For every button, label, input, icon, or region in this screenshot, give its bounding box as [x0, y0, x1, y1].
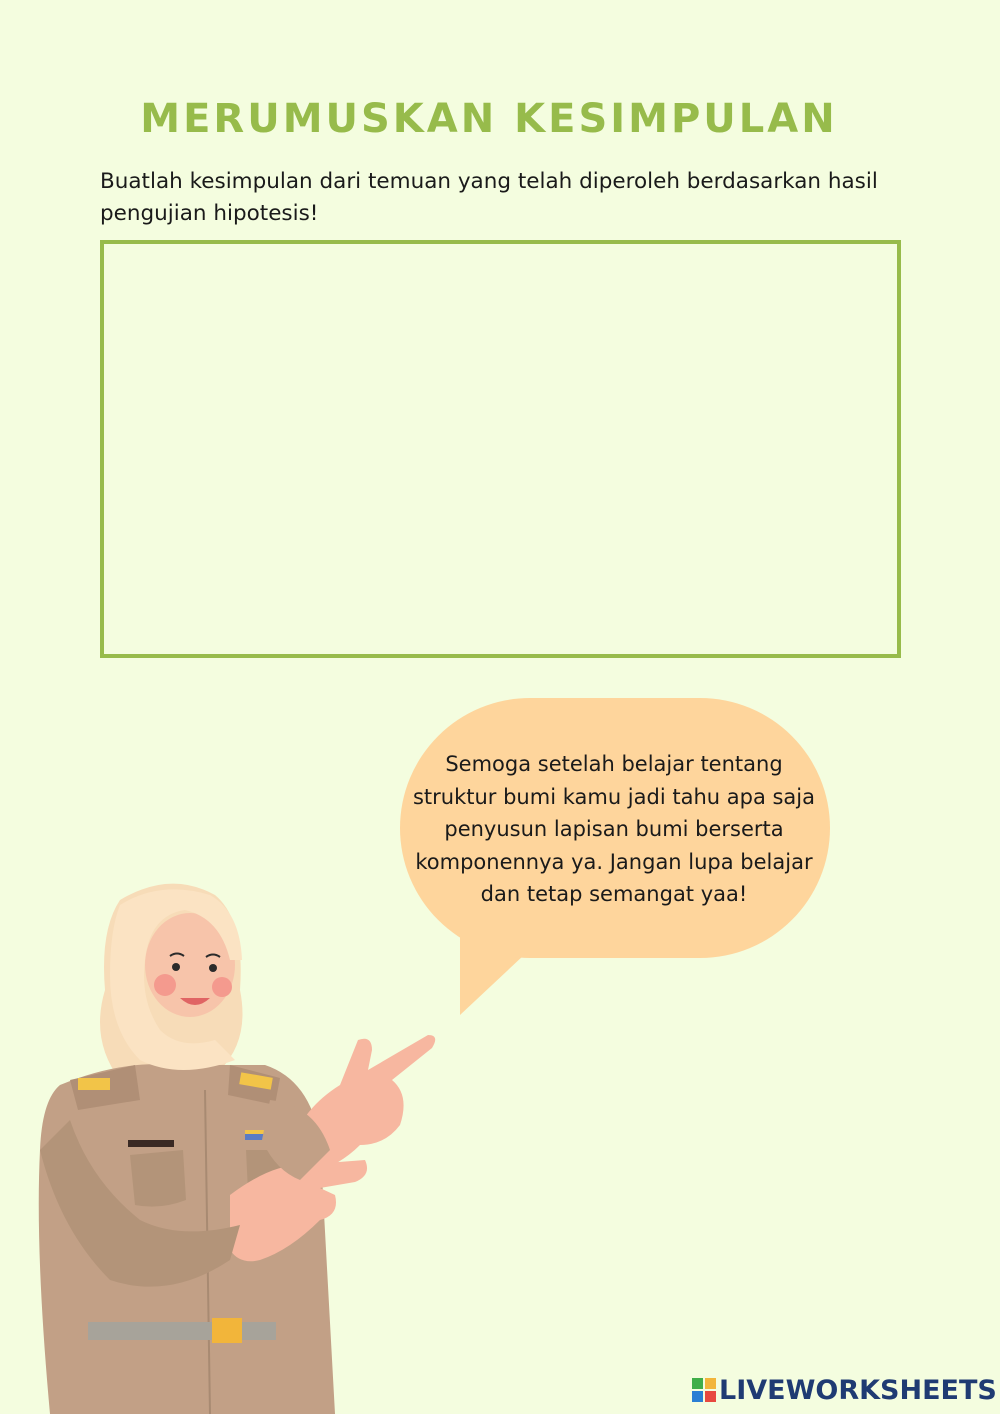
speech-line: Semoga setelah belajar tentang — [445, 752, 783, 776]
liveworksheets-logo — [692, 1372, 997, 1408]
teacher-pointing-icon — [0, 850, 460, 1414]
answer-input[interactable] — [104, 244, 897, 654]
speech-line: struktur bumi kamu jadi tahu apa saja — [412, 784, 816, 809]
speech-line: komponennya ya. Jangan lupa belajar — [415, 849, 813, 874]
liveworksheets-logo-icon — [692, 1378, 716, 1402]
instruction-text: Buatlah kesimpulan dari temuan yang telah diperoleh berdasarkan hasil pengujian hipotesis! — [100, 169, 878, 226]
speech-line: penyusun lapisan bumi berserta — [444, 817, 784, 841]
speech-bubble-text — [400, 748, 828, 911]
answer-box[interactable] — [100, 240, 901, 658]
page-title: MERUMUSKAN KESIMPULAN — [140, 96, 838, 142]
watermark-text: LIVEWORKSHEETS — [719, 1374, 997, 1406]
speech-line: dan tetap semangat yaa! — [480, 882, 748, 906]
